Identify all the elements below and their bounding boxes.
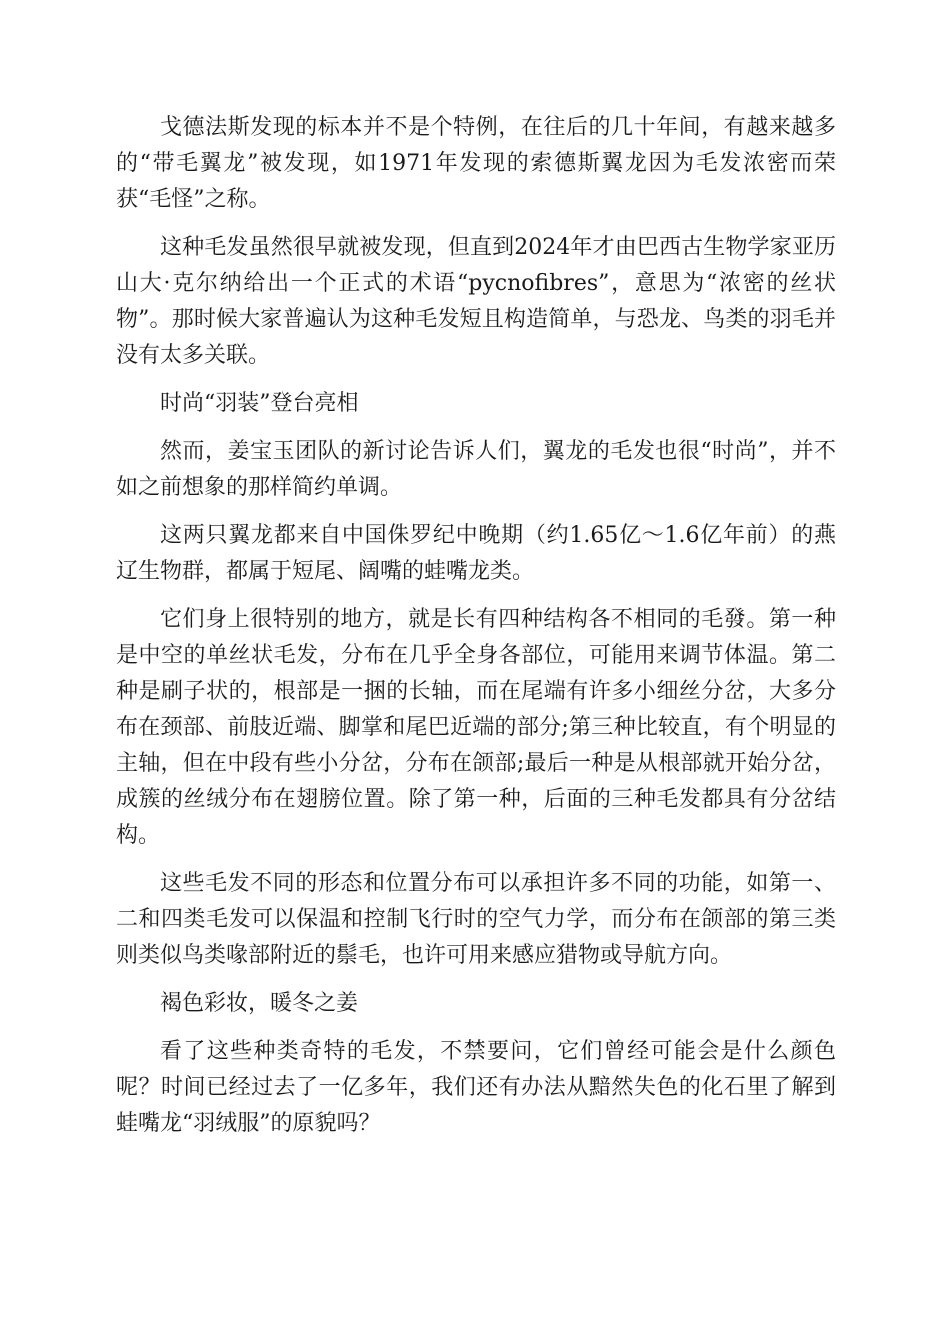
paragraph-1: 戈德法斯发现的标本并不是个特例，在往后的几十年间，有越来越多的“带毛翼龙”被发现，如1971年发现的索德斯翼龙因为毛发浓密而荣获“毛怪”之称。 <box>116 115 836 212</box>
paragraph-2: 这种毛发虽然很早就被发现，但直到2024年才由巴西古生物学家亚历山大·克尔纳给出一个正式的术语“pycnofibres”，意思为“浓密的丝状物”。那时候大家普遍认为这种毛发短且构造简单，与恐龙、鸟类的羽毛并没有太多关联。 <box>116 235 836 368</box>
paragraph-5: 它们身上很特别的地方，就是长有四种结构各不相同的毛發。第一种是中空的单丝状毛发，分布在几乎全身各部位，可能用来调节体温。第二种是刷子状的，根部是一捆的长轴，而在尾端有许多小细丝分岔，大多分布在颈部、前肢近端、脚掌和尾巴近端的部分;第三种比较直，有个明显的主轴，但在中段有些小分岔，分布在颌部;最后一种是从根部就开始分岔，成簇的丝绒分布在翅膀位置。除了第一种，后面的三种毛发都具有分岔结构。 <box>116 607 836 848</box>
document-body <box>116 110 836 1154</box>
section-heading-2: 褐色彩妆，暖冬之姜 <box>160 991 359 1016</box>
paragraph-6: 这些毛发不同的形态和位置分布可以承担许多不同的功能，如第一、二和四类毛发可以保温和控制飞行时的空气力学，而分布在颌部的第三类则类似鸟类喙部附近的鬃毛，也许可用来感应猎物或导航方向。 <box>116 871 836 968</box>
paragraph-3: 然而，姜宝玉团队的新讨论告诉人们，翼龙的毛发也很“时尚”，并不如之前想象的那样简约单调。 <box>116 439 836 500</box>
paragraph-4: 这两只翼龙都来自中国侏罗纪中晚期（约1.65亿～1.6亿年前）的燕辽生物群，都属于短尾、阔嘴的蛙嘴龙类。 <box>116 523 836 584</box>
paragraph-7: 看了这些种类奇特的毛发，不禁要问，它们曾经可能会是什么颜色呢？时间已经过去了一亿多年，我们还有办法从黯然失色的化石里了解到蛙嘴龙“羽绒服”的原貌吗？ <box>116 1039 836 1136</box>
section-heading-1: 时尚“羽装”登台亮相 <box>160 391 359 416</box>
